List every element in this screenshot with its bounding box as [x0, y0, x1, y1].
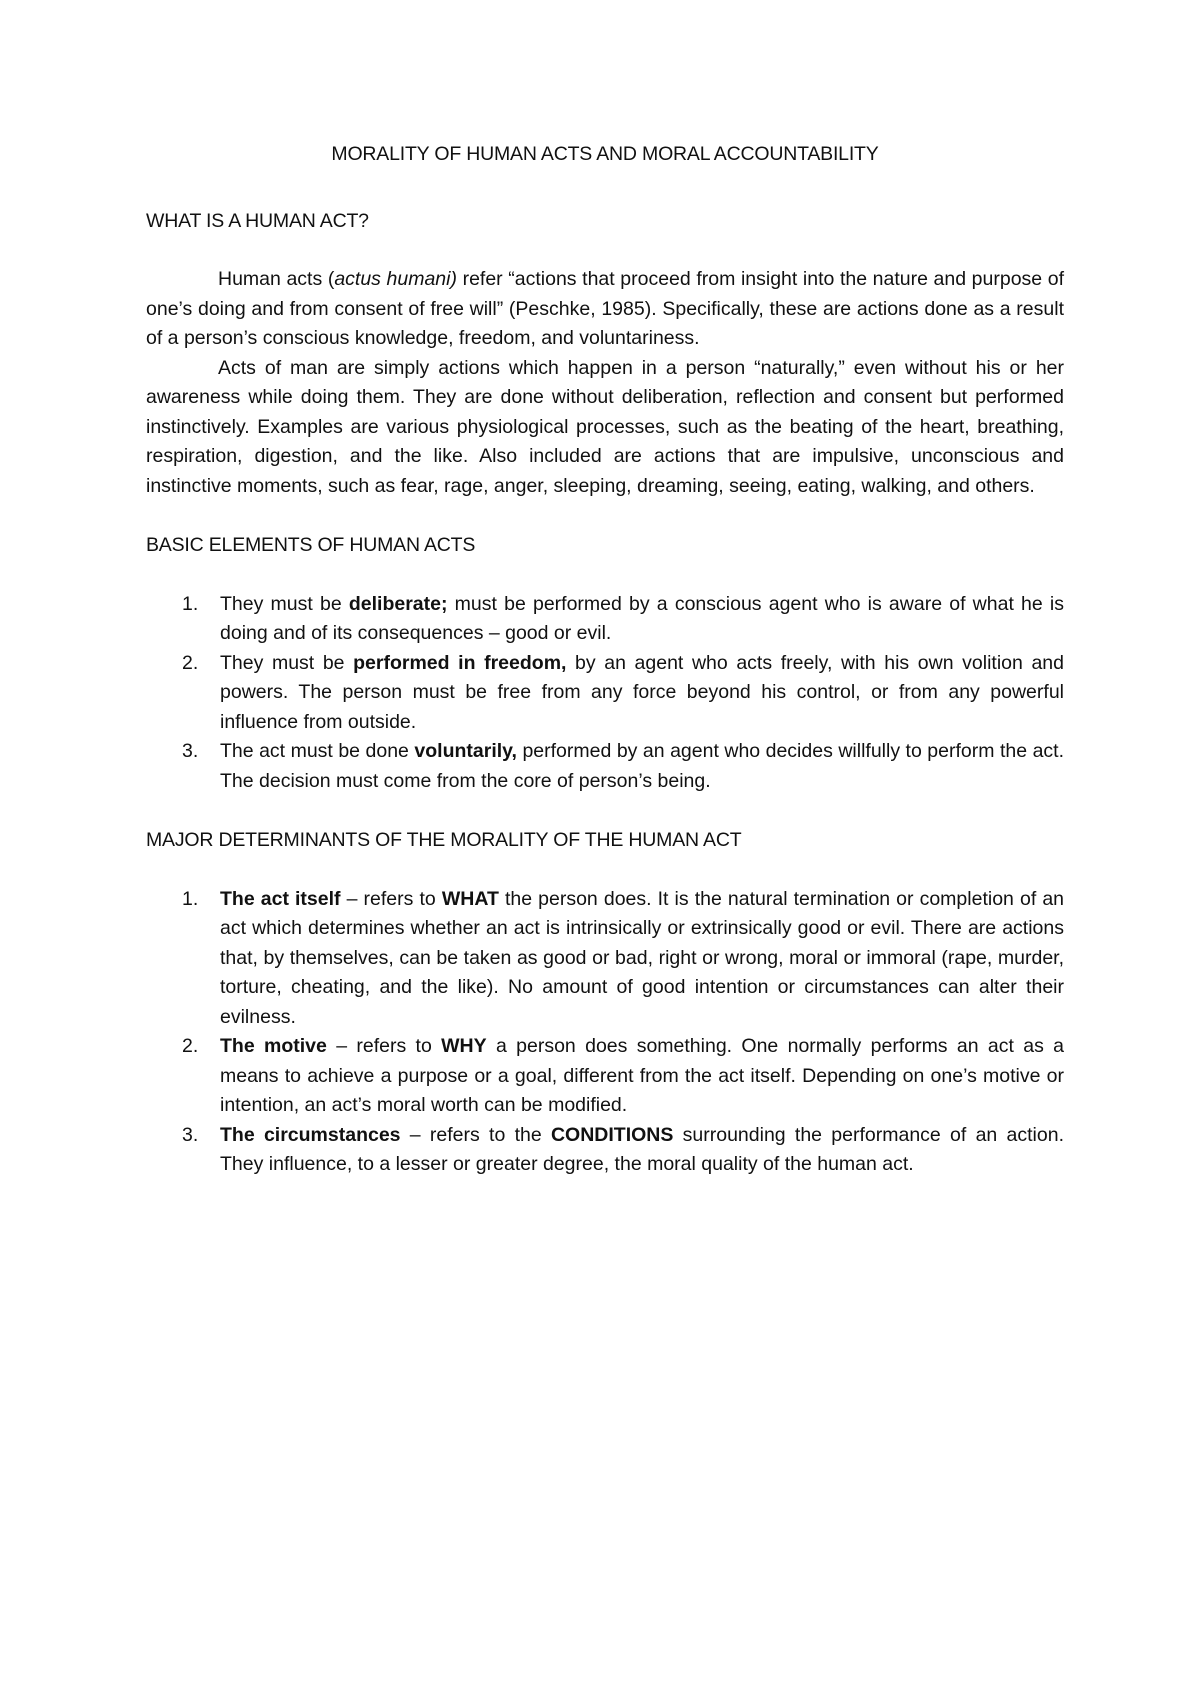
list-item: [146, 1121, 1064, 1180]
item-term: The act itself: [220, 887, 341, 910]
section-body-human-act: [146, 265, 1064, 501]
item-keyword: CONDITIONS: [550, 1123, 674, 1146]
list-item: [146, 649, 1064, 738]
item-text: They must be: [220, 651, 354, 674]
paragraph-text: Human acts (: [218, 268, 335, 290]
list-item: [146, 1032, 1064, 1121]
section-heading-major-determinants: MAJOR DETERMINANTS OF THE MORALITY OF THE HUMAN ACT: [146, 829, 742, 851]
item-keyword: WHAT: [441, 887, 499, 910]
section-heading-basic-elements: BASIC ELEMENTS OF HUMAN ACTS: [146, 534, 476, 556]
item-text: the person does. It is the natural termination or completion of an act which determines whether an act is intrinsically or extrinsically good or evil. There are actions that, by themselves, can be taken as good or bad, right or wrong, moral or immoral (rape, murder, torture, cheating, and the like). No amount of good intention or circumstances can alter their evilness.: [220, 887, 1065, 1028]
item-text: by an agent who acts freely, with his own volition and powers. The person must be free from any force beyond his control, or from any powerful influence from outside.: [220, 651, 1064, 733]
list-item: [146, 885, 1064, 1033]
paragraph-text: refer “actions that proceed from insight into the nature and purpose of one’s doing and from consent of free will” (Peschke, 1985). Specifically, these are actions done as a result of a person’s conscious knowledge, freedom, and voluntariness.: [146, 268, 1064, 349]
item-text: – refers to the: [400, 1123, 551, 1146]
major-determinants-list: [146, 885, 1064, 1180]
item-keyword: performed in freedom,: [353, 651, 567, 674]
paragraph-acts-of-man: Acts of man are simply actions which happen in a person “naturally,” even without his or her awareness while doing them. They are done without deliberation, reflection and consent but performed instinctively. Examples are various physiological processes, such as the beating of the heart, breathing, respiration, digestion, and the like. Also included are actions that are impulsive, unconscious and instinctive moments, such as fear, rage, anger, sleeping, dreaming, seeing, eating, walking, and others.: [146, 356, 1064, 497]
list-number: 1.: [182, 887, 199, 910]
item-text: They must be: [220, 592, 349, 615]
list-number: 3.: [182, 1123, 199, 1146]
document-page: [146, 140, 1064, 1210]
list-item: [146, 590, 1064, 649]
item-text: The act must be done: [220, 740, 415, 762]
item-keyword: WHY: [441, 1035, 487, 1057]
document-title: MORALITY OF HUMAN ACTS AND MORAL ACCOUNTABILITY: [331, 143, 879, 165]
list-number: 2.: [182, 651, 199, 674]
item-keyword: voluntarily,: [414, 740, 517, 762]
item-text: surrounding the performance of an action. They influence, to a lesser or greater degree, the moral quality of the human act.: [220, 1123, 1064, 1175]
section-heading-human-act: WHAT IS A HUMAN ACT?: [146, 209, 369, 232]
item-text: performed by an agent who decides willfully to perform the act. The decision must come from the core of person’s being.: [220, 740, 1065, 792]
item-text: – refers to: [326, 1035, 442, 1057]
latin-term: actus humani): [334, 268, 457, 290]
item-term: The circumstances: [220, 1123, 401, 1146]
list-item: [146, 737, 1064, 796]
basic-elements-list: [146, 590, 1064, 797]
item-text: a person does something. One normally performs an act as a means to achieve a purpose or a goal, different from the act itself. Depending on one’s motive or intention, an act’s moral worth can be modified.: [220, 1035, 1065, 1116]
item-text: – refers to: [340, 887, 442, 910]
item-text: must be performed by a conscious agent who is aware of what he is doing and of its consequences – good or evil.: [220, 592, 1064, 644]
list-number: 1.: [182, 592, 199, 615]
paragraph-human-acts-definition: [146, 265, 1064, 354]
list-number: 2.: [182, 1035, 199, 1057]
item-keyword: deliberate;: [348, 592, 448, 615]
list-number: 3.: [182, 740, 199, 762]
item-term: The motive: [220, 1035, 327, 1057]
